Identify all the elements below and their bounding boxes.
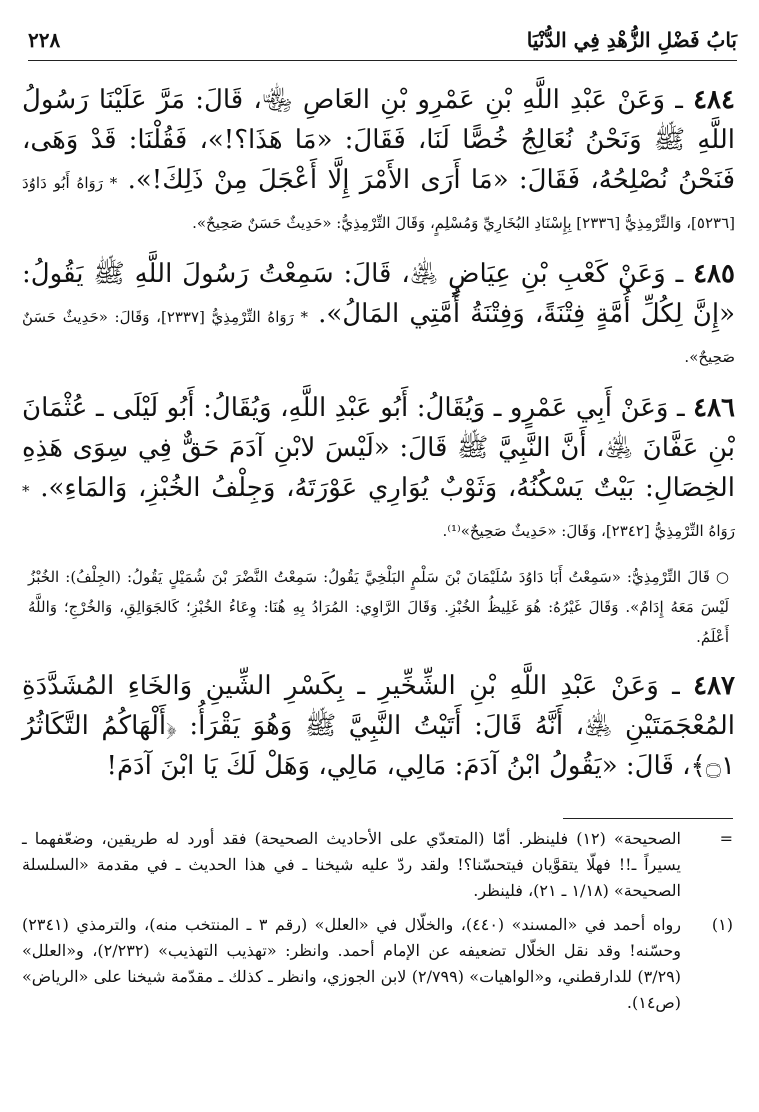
hadith-485 — [22, 254, 735, 374]
footnotes — [22, 826, 739, 1024]
footnote-separator — [563, 818, 733, 819]
hadith-486 — [22, 388, 735, 548]
hadith-487 — [22, 666, 735, 786]
hadith-body: ـ وَعَنْ عَبْدِ اللَّهِ بْنِ عَمْرِو بْنِ العَاصِ ﵄، قَالَ: مَرَّ عَلَيْنَا رَسُولُ اللَّهِ ﷺ وَنَحْنُ نُعَالِجُ خُصًّا لَنَا، فَقَالَ: «مَا هَذَا؟!»، فَقُلْنَا: قَدْ وَهَى، فَنَحْنُ نُصْلِحُهُ، فَقَالَ: «مَا أَرَى الأَمْرَ إِلَّا أَعْجَلَ مِنْ ذَلِكَ!». — [22, 85, 735, 195]
footnote-text: رواه أحمد في «المسند» (٤٤٠)، والخلّال في «العلل» (رقم ٣ ـ المنتخب منه)، والترمذي (٢٣٤١) وحسّنه! وقد نقل الخلّال تضعيفه عن الإمام أحمد. وانظر: «تهذيب التهذيب» (٢/٢٣٢)، و«العلل» (٣/٢٩) للدارقطني، و«الواهيات» (٢/٧٩٩) لابن الجوزي، وانظر ـ كذلك ـ مقدّمة شيخنا على «الرياض» (ص١٤). — [22, 915, 682, 1012]
hadith-text — [22, 388, 735, 548]
hadith-text — [22, 254, 735, 374]
hadith-reference: * رَوَاهُ أَبُو دَاوُدَ [٥٢٣٦]، وَالتِّرْمِذِيُّ [٢٣٣٦] بِإِسْنَادِ البُخَارِيِّ وَمُسْلِمٍ، وَقَالَ التِّرْمِذِيُّ: «حَدِيثٌ حَسَنٌ صَحِيحٌ». — [22, 174, 735, 232]
hadith-484 — [22, 80, 735, 240]
page-body — [22, 80, 735, 800]
footnote-1 — [22, 912, 739, 1016]
page-number: ٢٢٨ — [28, 28, 61, 52]
hadith-number: ٤٨٧ — [693, 671, 736, 701]
hadith-text — [22, 666, 735, 786]
hadith-number: ٤٨٥ — [693, 259, 735, 289]
footnote-continued — [22, 826, 739, 904]
hadith-text — [22, 80, 735, 240]
hadith-body: ـ وَعَنْ أَبِي عَمْرٍو ـ وَيُقَالُ: أَبُو عَبْدِ اللَّهِ، وَيُقَالُ: أَبُو لَيْلَى ـ عُثْمَانَ بْنِ عَفَّانَ ﵁، أَنَّ النَّبِيَّ ﷺ قَالَ: «لَيْسَ لابْنِ آدَمَ حَقٌّ فِي سِوَى هَذِهِ الخِصَالِ: بَيْتٌ يَسْكُنُهُ، وَثَوْبٌ يُوَارِي عَوْرَتَهُ، وَجِلْفُ الخُبْزِ، وَالمَاءِ». — [22, 393, 735, 503]
hadith-reference: * رَوَاهُ التِّرْمِذِيُّ [٢٣٣٧]، وَقَالَ: «حَدِيثٌ حَسَنٌ صَحِيحٌ». — [22, 308, 735, 366]
hadith-body: ـ وَعَنْ كَعْبِ بْنِ عِيَاضٍ ﵁، قَالَ: سَمِعْتُ رَسُولَ اللَّهِ ﷺ يَقُولُ: «إِنَّ لِكُلِّ أُمَّةٍ فِتْنَةً، وَفِتْنَةُ أُمَّتِي المَالُ». — [22, 259, 736, 329]
hadith-number: ٤٨٦ — [693, 393, 736, 423]
page-header — [28, 20, 737, 61]
hadith-body: ـ وَعَنْ عَبْدِ اللَّهِ بْنِ الشِّخِّيرِ ـ بِكَسْرِ الشِّينِ وَالخَاءِ المُشَدَّدَةِ المُعْجَمَتَيْنِ ﵁، أَنَّهُ قَالَ: أَتَيْتُ النَّبِيَّ ﷺ وَهُوَ يَقْرَأُ: ﴿أَلْهَاكُمُ التَّكَاثُرُ ۝١﴾، قَالَ: «يَقُولُ ابْنُ آدَمَ: مَالِي، مَالِي، وَهَلْ لَكَ يَا ابْنَ آدَمَ! — [22, 671, 735, 781]
chapter-title: بَابُ فَضْلِ الزُّهْدِ فِي الدُّنْيَا — [526, 28, 737, 52]
hadith-reference: * رَوَاهُ التِّرْمِذِيُّ [٢٣٤٢]، وَقَالَ: «حَدِيثٌ صَحِيحٌ»⁽¹⁾. — [22, 482, 735, 540]
footnote-marker: (١) — [711, 915, 733, 934]
hadith-number: ٤٨٤ — [693, 85, 735, 115]
footnote-text: الصحيحة» (١٢) فلينظر. أمّا (المتعدّي على الأحاديث الصحيحة) فقد أورد له طريقين، وضعّفهما ـ يسيراً ـ!! فهلّا يتقوَّيان فيتحسّنا؟! ولقد ردّ عليه شيخنا ـ في هذا الحديث ـ في مقدمة «السلسلة الصحيحة» (١/١٨ ـ ٢١)، فلينظر. — [22, 829, 682, 900]
commentary-note: ○ قَالَ التِّرْمِذِيُّ: «سَمِعْتُ أَبَا دَاوُدَ سُلَيْمَانَ بْنَ سَلْمٍ البَلْخِيَّ يَقُولُ: سَمِعْتُ النَّضْرَ بْنَ شُمَيْلٍ يَقُولُ: (الجِلْفُ): الخُبْزُ لَيْسَ مَعَهُ إِدَامٌ». وَقَالَ غَيْرُهُ: هُوَ غَلِيظُ الخُبْزِ. وَقَالَ الرَّاوِي: المُرَادُ بِهِ هُنَا: وِعَاءُ الخُبْزِ؛ كَالجَوَالِقِ، وَالخُرْجِ؛ وَاللَّهُ أَعْلَمُ. — [28, 568, 729, 646]
footnote-marker: = — [719, 829, 733, 848]
